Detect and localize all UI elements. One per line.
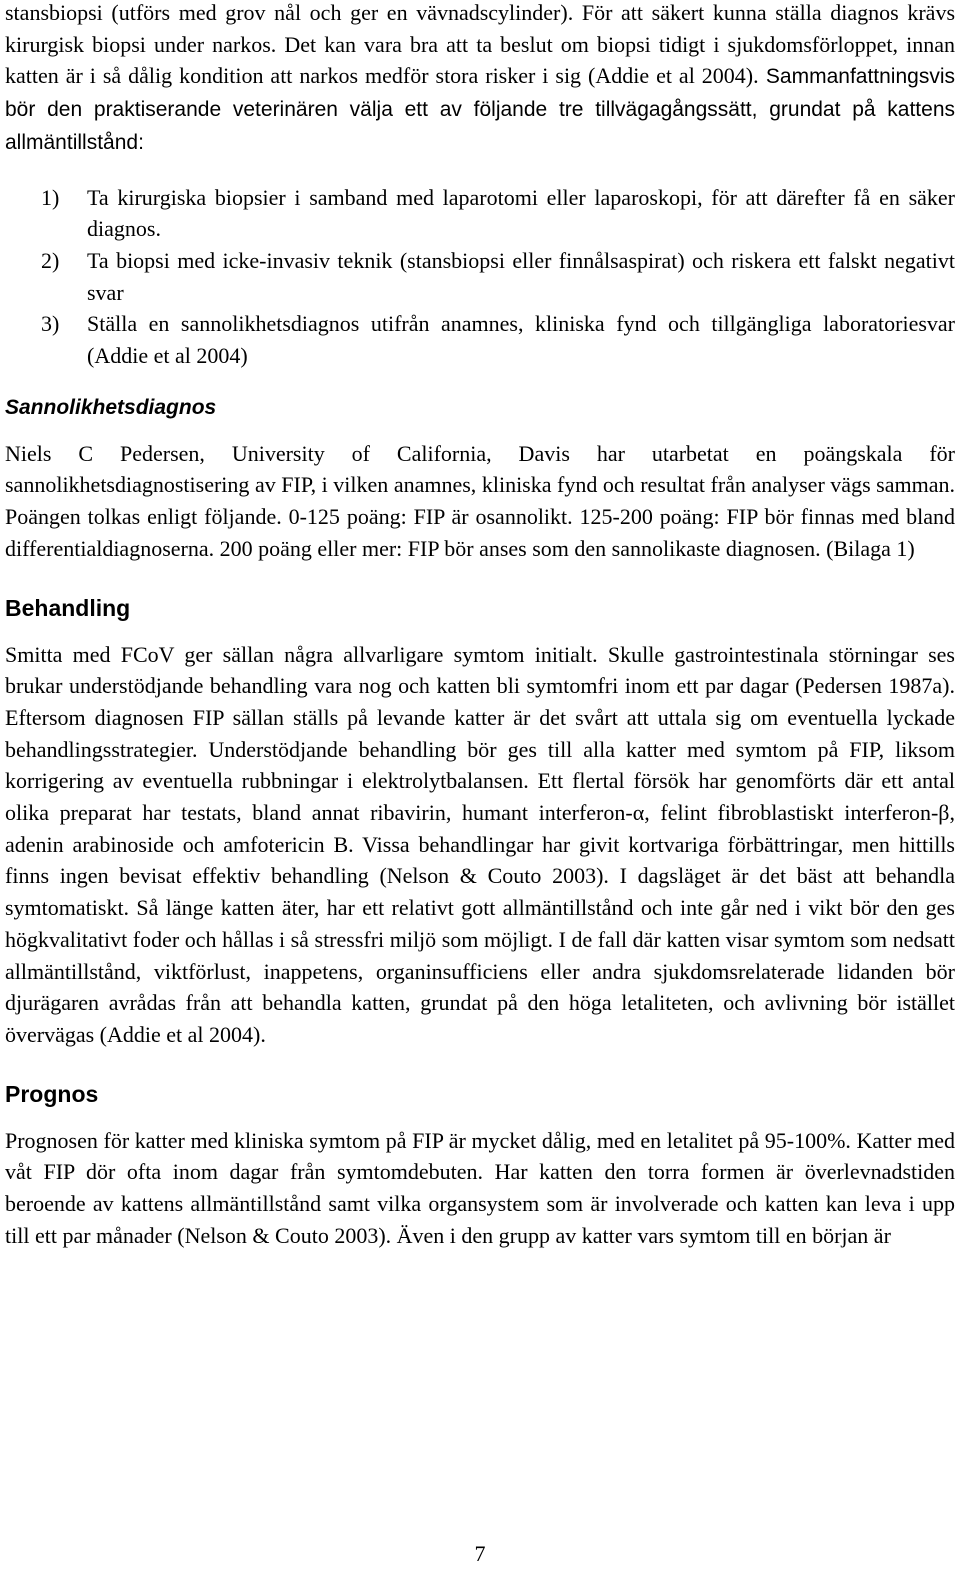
section-body-behandling: Smitta med FCoV ger sällan några allvarligare symtom initialt. Skulle gastrointestinala störningar ses brukar understödjande behandling vara nog och katten bli symtomfri inom ett par dagar (Pedersen 1987a). Eftersom diagnosen FIP sällan ställs på levande katter är det svårt att uttala sig om eventuella lyckade behandlingsstrategier. Understödjande behandling bör ges till alla katter med symtom på FIP, liksom korrigering av eventuella rubbningar i elektrolytbalansen. Ett flertal försök har genomförts där ett antal olika preparat har testats, bland annat ribavirin, humant interferon-α, felint fibroblastiskt interferon-β, adenin arabinoside och amfotericin B. Vissa behandlingar har givit kortvariga förbättringar, men hittills finns ingen bevisat effektiv behandling (Nelson & Couto 2003). I dagsläget är det bäst att behandla symtomatiskt. Så länge katten äter, har ett relativt gott allmäntillstånd och inte går ned i vikt bör den ges högkvalitativt foder och hållas i så stressfri miljö som möjligt. I de fall där katten visar symtom som nedsatt allmäntillstånd, viktförlust, inappetens, organinsufficiens eller andra sjukdomsrelaterade lidanden bör djurägaren avrådas från att behandla katten, grundat på den höga letaliteten, och avlivning bör istället övervägas (Addie et al 2004). [5, 641, 955, 1047]
summary-text: Sammanfattningsvis bör den praktiserande veterinären välja ett av följande tre tillvägagångssätt, grundat på kattens allmäntillstånd: [5, 65, 955, 154]
section-body-sannolikhetsdiagnos: Niels C Pedersen, University of California, Davis har utarbetat en poängskala för sannolikhetsdiagnostisering av FIP, i vilken anamnes, kliniska fynd och resultat från analyser vägs samman. Poängen tolkas enligt följande. 0-125 poäng: FIP är osannolikt. 125-200 poäng: FIP bör finnas med bland differentialdiagnoserna. 200 poäng eller mer: FIP bör anses som den sannolikaste diagnosen. (Bilaga 1) [5, 440, 955, 561]
list-item [5, 308, 955, 371]
list-number: 3) [41, 311, 60, 337]
section-body-prognos: Prognosen för katter med kliniska symtom på FIP är mycket dålig, med en letalitet på 95-100%. Katter med våt FIP dör ofta inom dagar från symtomdebuten. Har katten den torra formen är överlevnadstiden beroende av kattens allmäntillstånd samt vilka organsystem som är involverade och katten kan leva i upp till ett par månader (Nelson & Couto 2003). Även i den grupp av katter vars symtom till en början är [5, 1127, 955, 1248]
document-page [5, 0, 955, 1252]
list-text: Ta biopsi med icke-invasiv teknik (stansbiopsi eller finnålsaspirat) och riskera ett falskt negativt svar [87, 247, 955, 305]
list-number: 1) [41, 184, 60, 210]
list-text: Ta kirurgiska biopsier i samband med laparotomi eller laparoskopi, för att därefter få en säker diagnos. [87, 184, 955, 242]
list-item [5, 182, 955, 245]
list-item [5, 245, 955, 308]
list-number: 2) [41, 247, 60, 273]
section-heading-behandling: Behandling [5, 594, 131, 621]
approach-list [5, 182, 955, 372]
intro-text: stansbiopsi (utförs med grov nål och ger en vävnadscylinder). För att säkert kunna ställa diagnos krävs kirurgisk biopsi under narkos. Det kan vara bra att ta beslut om biopsi tidigt i sjukdomsförloppet, innan katten är i så dålig kondition att narkos medför stora risker i sig (Addie et al 2004). [5, 0, 955, 89]
section-heading-sannolikhetsdiagnos: Sannolikhetsdiagnos [5, 395, 217, 419]
page-number: 7 [474, 1541, 486, 1566]
list-text: Ställa en sannolikhetsdiagnos utifrån anamnes, kliniska fynd och tillgängliga laboratoriesvar (Addie et al 2004) [87, 311, 955, 369]
section-heading-prognos: Prognos [5, 1080, 99, 1107]
intro-paragraph [5, 0, 955, 159]
